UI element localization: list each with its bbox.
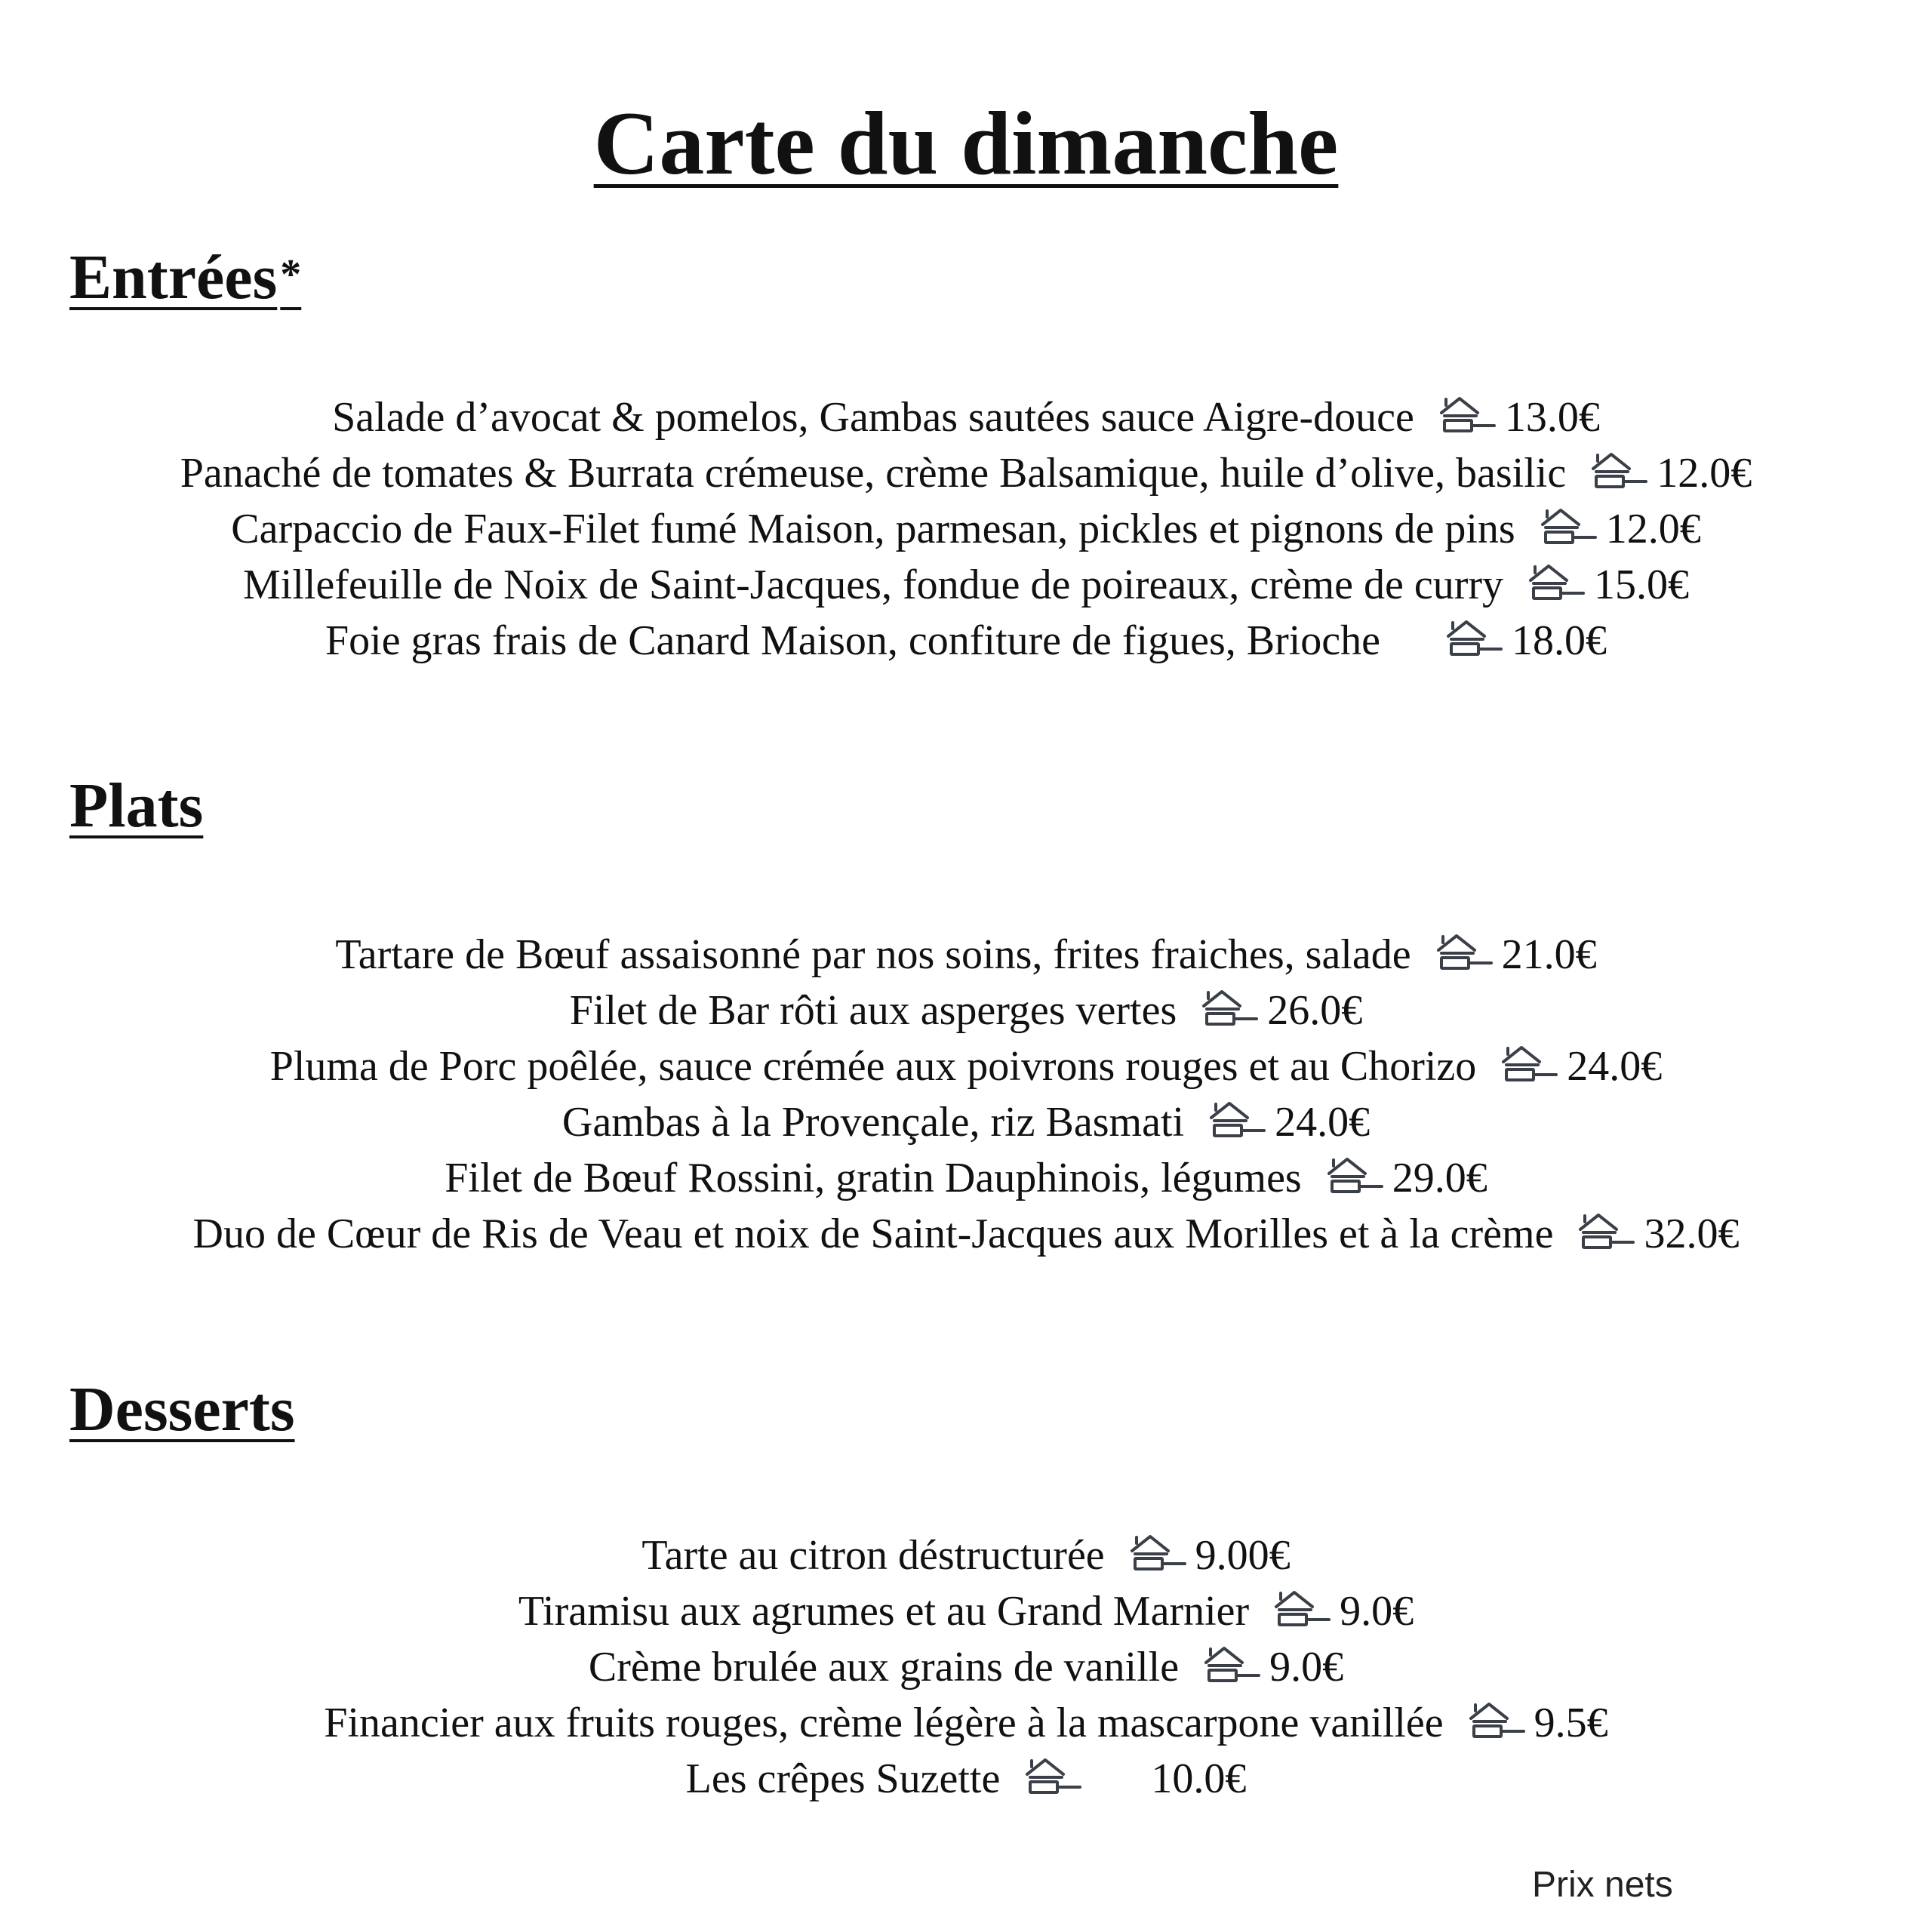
dish-name: Tiramisu aux agrumes et au Grand Marnier bbox=[518, 1588, 1250, 1635]
homemade-house-icon bbox=[1204, 1100, 1267, 1140]
dish-name: Crème brulée aux grains de vanille bbox=[588, 1644, 1180, 1690]
dish-name: Gambas à la Provençale, riz Basmati bbox=[561, 1099, 1185, 1146]
menu-item-plat bbox=[0, 983, 1932, 1038]
dish-price: 12.0€ bbox=[1605, 506, 1701, 552]
dish-name: Panaché de tomates & Burrata crémeuse, crème Balsamique, huile d’olive, basilic bbox=[180, 450, 1567, 497]
dish-name: Les crêpes Suzette bbox=[685, 1755, 1001, 1802]
dish-price: 12.0€ bbox=[1657, 450, 1752, 497]
homemade-house-icon bbox=[1431, 932, 1494, 973]
menu-item-dessert bbox=[0, 1583, 1932, 1639]
section-heading-desserts bbox=[69, 1372, 295, 1447]
homemade-house-icon bbox=[1269, 1589, 1332, 1629]
dish-name: Duo de Cœur de Ris de Veau et noix de Saint-Jacques aux Morilles et à la crème bbox=[192, 1211, 1554, 1257]
section-heading-entrees-text: Entrées bbox=[69, 242, 278, 312]
section-heading-plats-text: Plats bbox=[69, 771, 204, 841]
dish-price: 10.0€ bbox=[1151, 1755, 1247, 1802]
dish-price: 29.0€ bbox=[1392, 1155, 1487, 1201]
menu-item-entree bbox=[0, 613, 1932, 669]
dish-name: Pluma de Porc poêlée, sauce crémée aux poivrons rouges et au Chorizo bbox=[269, 1043, 1477, 1090]
dish-name: Salade d’avocat & pomelos, Gambas sautées sauce Aigre-douce bbox=[332, 394, 1414, 441]
dish-price: 15.0€ bbox=[1594, 561, 1690, 608]
homemade-house-icon bbox=[1434, 395, 1497, 435]
menu-item-dessert bbox=[0, 1527, 1932, 1583]
plats-list bbox=[0, 927, 1932, 1262]
homemade-house-icon bbox=[1196, 988, 1260, 1029]
dish-price: 21.0€ bbox=[1501, 931, 1597, 978]
entrees-list bbox=[0, 389, 1932, 669]
footer-note: Prix nets bbox=[1532, 1865, 1673, 1905]
dish-price: 9.0€ bbox=[1269, 1644, 1344, 1690]
dish-name: Filet de Bar rôti aux asperges vertes bbox=[569, 987, 1177, 1034]
menu-title-text: Carte du dimanche bbox=[593, 93, 1339, 193]
homemade-house-icon bbox=[1535, 506, 1598, 547]
menu-item-plat bbox=[0, 927, 1932, 983]
dish-name: Carpaccio de Faux-Filet fumé Maison, parmesan, pickles et pignons de pins bbox=[231, 506, 1515, 552]
dish-price: 9.0€ bbox=[1340, 1588, 1414, 1635]
dish-price: 18.0€ bbox=[1512, 617, 1607, 664]
dish-price: 9.5€ bbox=[1534, 1700, 1608, 1746]
homemade-house-icon bbox=[1321, 1155, 1385, 1196]
dish-name: Tartare de Bœuf assaisonné par nos soins, frites fraiches, salade bbox=[335, 931, 1411, 978]
homemade-house-icon bbox=[1124, 1533, 1188, 1574]
menu-item-entree bbox=[0, 501, 1932, 557]
menu-item-entree bbox=[0, 557, 1932, 613]
menu-title bbox=[0, 91, 1932, 196]
asterisk-marker: * bbox=[280, 251, 302, 298]
dish-name: Tarte au citron déstructurée bbox=[641, 1532, 1105, 1579]
homemade-house-icon bbox=[1463, 1700, 1527, 1741]
dish-name: Millefeuille de Noix de Saint-Jacques, fondue de poireaux, crème de curry bbox=[242, 561, 1504, 608]
section-heading-desserts-text: Desserts bbox=[69, 1374, 295, 1444]
homemade-house-icon bbox=[1020, 1756, 1083, 1797]
homemade-house-icon bbox=[1198, 1644, 1262, 1685]
menu-item-dessert bbox=[0, 1695, 1932, 1751]
dish-price: 32.0€ bbox=[1644, 1211, 1740, 1257]
menu-item-plat bbox=[0, 1038, 1932, 1094]
menu-item-plat bbox=[0, 1094, 1932, 1150]
menu-item-entree bbox=[0, 445, 1932, 501]
homemade-house-icon bbox=[1523, 562, 1586, 603]
dish-price: 9.00€ bbox=[1195, 1532, 1291, 1579]
homemade-house-icon bbox=[1586, 451, 1649, 491]
menu-item-dessert bbox=[0, 1639, 1932, 1695]
dish-name: Foie gras frais de Canard Maison, confiture de figues, Brioche bbox=[325, 617, 1381, 664]
dish-price: 24.0€ bbox=[1567, 1043, 1663, 1090]
homemade-house-icon bbox=[1496, 1044, 1559, 1084]
dish-price: 26.0€ bbox=[1267, 987, 1363, 1034]
desserts-list bbox=[0, 1527, 1932, 1807]
dish-price: 13.0€ bbox=[1504, 394, 1600, 441]
section-heading-entrees bbox=[69, 240, 301, 315]
homemade-house-icon bbox=[1573, 1211, 1636, 1252]
dish-price: 24.0€ bbox=[1275, 1099, 1371, 1146]
menu-item-plat bbox=[0, 1206, 1932, 1262]
menu-item-dessert bbox=[0, 1751, 1932, 1807]
menu-item-plat bbox=[0, 1150, 1932, 1206]
homemade-house-icon bbox=[1441, 618, 1504, 659]
dish-name: Filet de Bœuf Rossini, gratin Dauphinois, légumes bbox=[445, 1155, 1302, 1201]
menu-item-entree bbox=[0, 389, 1932, 445]
dish-name: Financier aux fruits rouges, crème légère à la mascarpone vanillée bbox=[324, 1700, 1444, 1746]
section-heading-plats bbox=[69, 768, 203, 844]
